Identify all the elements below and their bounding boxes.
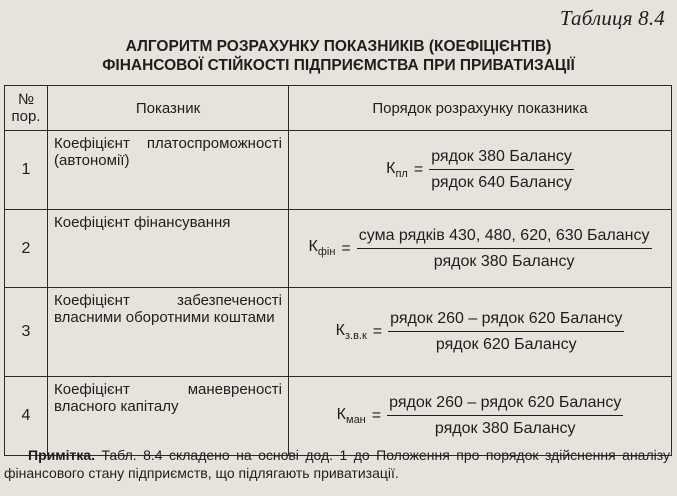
numerator: сума рядків 430, 480, 620, 630 Балансу <box>357 227 652 249</box>
row-number: 4 <box>5 377 48 456</box>
row-number: 1 <box>5 131 48 210</box>
header-num: № пор. <box>5 86 48 131</box>
indicator-name <box>48 131 289 210</box>
denominator: рядок 380 Балансу <box>434 420 576 437</box>
table-row <box>5 288 672 377</box>
title-line-1: АЛГОРИТМ РОЗРАХУНКУ ПОКАЗНИКІВ (КОЕФІЦІЄНТІВ) <box>125 38 552 55</box>
table-title <box>0 37 677 75</box>
indicator-text: Коефіцієнт маневреності власного капіталу <box>54 381 282 415</box>
formula-cell <box>289 288 672 377</box>
fraction <box>357 227 652 271</box>
formula-cell <box>289 377 672 456</box>
coefficient-symbol: $К_{з.в.к}$ <box>335 321 367 343</box>
denominator: рядок 640 Балансу <box>431 174 572 191</box>
header-procedure: Порядок розрахунку показника <box>289 86 672 131</box>
formula: $К_{фін}$ = $\frac{\text{сума рядків 430, 480, 620, 630 Балансу}}{\text{рядок 380 Балансу}}$ <box>308 226 650 270</box>
fraction <box>388 310 624 354</box>
indicator-name <box>48 210 289 288</box>
formula: $К_{з.в.к}$ = $\frac{\text{рядок 260 – рядок 620 Балансу}}{\text{рядок 620 Балансу}}$ <box>335 310 623 353</box>
numerator: рядок 260 – рядок 620 Балансу <box>387 394 623 416</box>
coefficient-symbol: $К_{пл}$ <box>386 159 408 181</box>
fraction <box>387 394 623 438</box>
row-number: 2 <box>5 210 48 288</box>
note-label: Примітка. <box>28 447 96 463</box>
numerator: рядок 260 – рядок 620 Балансу <box>388 310 624 332</box>
indicator-text: Коефіцієнт фінансування <box>54 214 231 231</box>
denominator: рядок 380 Балансу <box>433 252 575 270</box>
table-row <box>5 377 672 456</box>
row-number: 3 <box>5 288 48 377</box>
formula: $К_{ман}$ = $\frac{\text{рядок 260 – рядок 620 Балансу}}{\text{рядок 380 Балансу}}$ <box>336 394 622 437</box>
table-row <box>5 210 672 288</box>
indicator-name <box>48 288 289 377</box>
table-row <box>5 131 672 210</box>
table-note <box>4 446 670 482</box>
table-label: Таблиця 8.4 <box>559 6 665 30</box>
header-row <box>5 86 672 131</box>
indicator-name <box>48 377 289 456</box>
indicator-text: Коефіцієнт забезпеченості власними оборотними коштами <box>54 292 282 326</box>
coefficient-symbol: $К_{фін}$ <box>308 238 336 259</box>
algorithm-table <box>4 85 672 456</box>
header-indicator: Показник <box>48 86 289 131</box>
coefficient-symbol: $К_{ман}$ <box>336 405 366 427</box>
formula-cell <box>289 210 672 288</box>
numerator: рядок 380 Балансу <box>429 148 574 170</box>
formula-cell <box>289 131 672 210</box>
note-text: Табл. 8.4 складено на основі дод. 1 до Положення про порядок здійснення аналізу фінансового стану підприємств, що підлягають приватизації. <box>4 447 671 481</box>
title-line-2: ФІНАНСОВОЇ СТІЙКОСТІ ПІДПРИЄМСТВА ПРИ ПРИВАТИЗАЦІЇ <box>102 57 575 74</box>
formula: $К_{пл}$ = $\frac{\text{рядок 380 Балансу}}{\text{рядок 640 Балансу}}$ <box>386 148 572 191</box>
fraction <box>429 148 574 192</box>
indicator-text: Коефіцієнт платоспроможності (автономії) <box>54 135 282 169</box>
denominator: рядок 620 Балансу <box>435 336 577 353</box>
